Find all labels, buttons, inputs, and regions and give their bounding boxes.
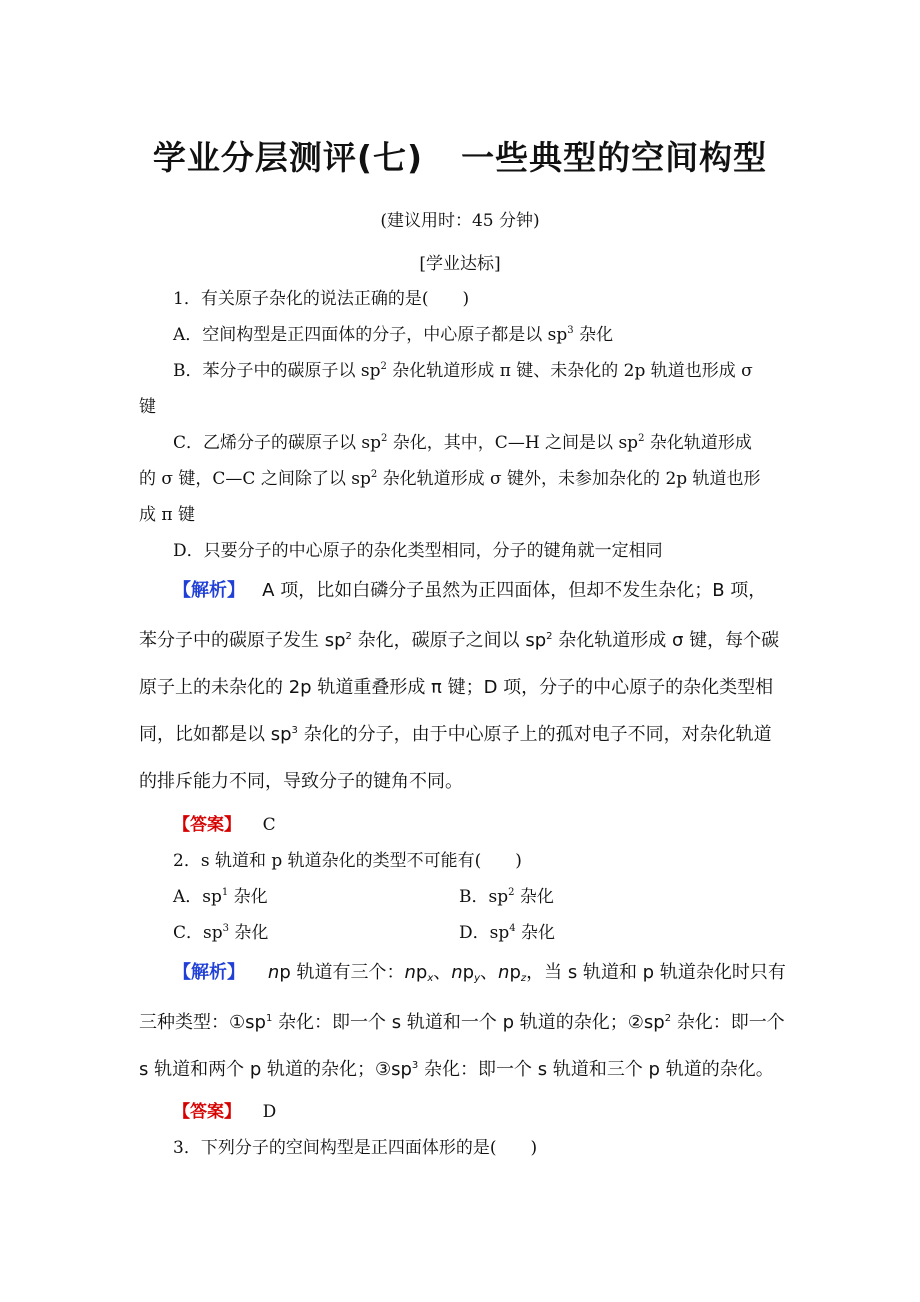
q1-analysis-line3: 原子上的未杂化的 2p 轨道重叠形成 π 键；D 项，分子的中心原子的杂化类型相: [139, 677, 774, 698]
q1-analysis-line2: 苯分子中的碳原子发生 $sp^2$ 杂化，碳原子之间以 $sp^2$ 杂化轨道形成 σ 键，每个碳: [139, 630, 780, 651]
q1-option-c-line3: 成 π 键: [139, 505, 195, 525]
q2-answer: 【答案】 D: [173, 1102, 277, 1122]
q1-option-c-line2: 的 σ 键，C—C 之间除了以 $sp^2$ 杂化轨道形成 σ 键外，未参加杂化的 2p 轨道也形: [139, 469, 761, 489]
section-heading: [学业达标]: [419, 254, 501, 274]
q1-analysis-line4: 同，比如都是以 $sp^3$ 杂化的分子，由于中心原子上的孤对电子不同，对杂化轨道: [139, 724, 772, 745]
page-title: [0, 132, 920, 179]
q1-analysis-line1: 【解析】 A 项，比如白磷分子虽然为正四面体，但却不发生杂化；B 项，: [173, 580, 767, 601]
analysis-label: 【解析】: [173, 580, 245, 601]
q1-analysis-line5: 的排斥能力不同，导致分子的键角不同。: [139, 771, 463, 792]
q1-answer: 【答案】 C: [173, 815, 276, 835]
q1-option-d: D．只要分子的中心原子的杂化类型相同，分子的键角就一定相同: [173, 541, 663, 561]
q1-stem: 1．有关原子杂化的说法正确的是( ): [173, 289, 470, 309]
q1-option-c: C．乙烯分子的碳原子以 $sp^2$ 杂化，其中，C—H 之间是以 $sp^2$ 杂化轨道形成: [173, 433, 752, 453]
q1-option-a: A．空间构型是正四面体的分子，中心原子都是以 $sp^3$ 杂化: [173, 325, 614, 345]
q2-option-b: B．$sp^2$ 杂化: [459, 887, 554, 907]
answer-label: 【答案】: [173, 815, 241, 835]
q1-option-b-cont: 键: [139, 397, 156, 417]
q2-option-c: C．$sp^3$ 杂化: [173, 923, 269, 943]
q2-analysis-line1: 【解析】 np 轨道有三个：$np_x$、$np_y$、$np_z$，当 s 轨道和 p 轨道杂化时只有: [173, 962, 786, 984]
q2-option-d: D．$sp^4$ 杂化: [459, 923, 556, 943]
title-main: 学业分层测评(七): [152, 138, 424, 177]
q2-option-a: A．$sp^1$ 杂化: [173, 887, 268, 907]
title-sub: 一些典型的空间构型: [461, 138, 768, 177]
q2-analysis-line2: 三种类型：$①sp^1$ 杂化：即一个 s 轨道和一个 p 轨道的杂化；$②sp^2$ 杂化：即一个: [139, 1012, 785, 1033]
answer-label: 【答案】: [173, 1102, 241, 1122]
q3-stem: 3．下列分子的空间构型是正四面体形的是( ): [173, 1138, 538, 1158]
q2-stem: 2．s 轨道和 p 轨道杂化的类型不可能有( ): [173, 851, 522, 871]
q2-analysis-line3: s 轨道和两个 p 轨道的杂化；$③sp^3$ 杂化：即一个 s 轨道和三个 p 轨道的杂化。: [139, 1059, 774, 1080]
analysis-label: 【解析】: [173, 962, 245, 983]
q1-option-b: B．苯分子中的碳原子以 $sp^2$ 杂化轨道形成 π 键、未杂化的 2p 轨道也形成 σ: [173, 361, 753, 381]
time-note: (建议用时：45 分钟): [380, 211, 540, 231]
